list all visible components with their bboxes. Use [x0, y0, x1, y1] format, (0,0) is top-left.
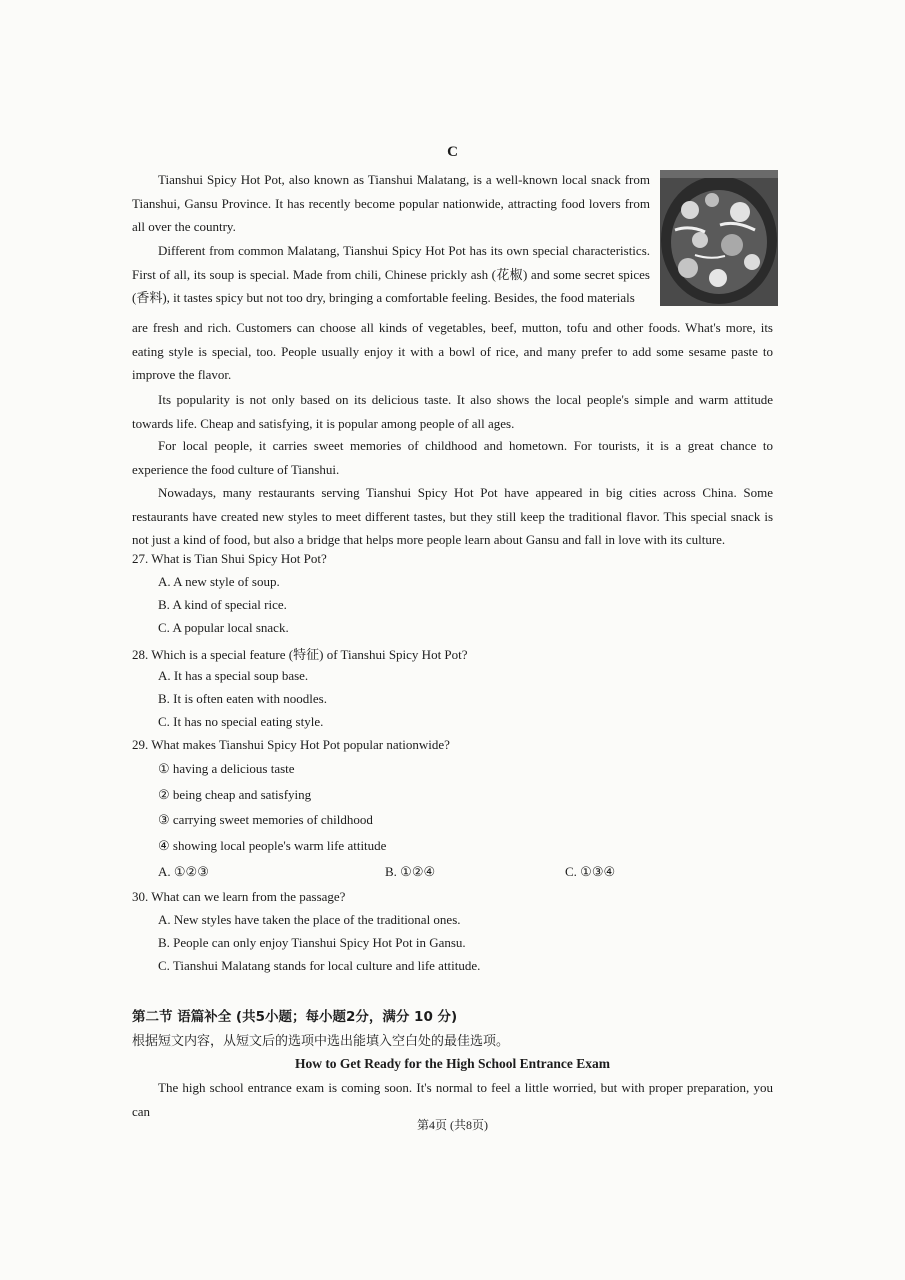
q29-option-a[interactable]: A. ①②③	[158, 864, 209, 879]
q28-option-a[interactable]: A. It has a special soup base.	[158, 668, 309, 683]
question-29-stem: 29. What makes Tianshui Spicy Hot Pot popular nationwide?	[132, 737, 450, 752]
passage-paragraph-3: Its popularity is not only based on its delicious taste. It also shows the local people's simple and warm attitude towards life. Cheap and satisfying, it is popular among people of all ages.	[132, 392, 773, 431]
q29-statement-3: ③ carrying sweet memories of childhood	[158, 812, 373, 827]
section-letter: C	[447, 144, 458, 160]
passage-paragraph-1: Tianshui Spicy Hot Pot, also known as Tianshui Malatang, is a well-known local snack from Tianshui, Gansu Province. It has recently become popular nationwide, attracting food lovers from all over the country.	[132, 172, 650, 234]
passage-paragraph-2: Different from common Malatang, Tianshui Spicy Hot Pot has its own special characteristics. First of all, its soup is special. Made from chili, Chinese prickly ash (花椒) and some secret spices (香料), it tastes spicy but not too dry, bringing a comfortable feeling. Besides, the food materials	[132, 243, 650, 305]
section-2-instruction: 根据短文内容，从短文后的选项中选出能填入空白处的最佳选项。	[132, 1034, 510, 1049]
question-27-stem: 27. What is Tian Shui Spicy Hot Pot?	[132, 551, 327, 566]
q30-option-a[interactable]: A. New styles have taken the place of the traditional ones.	[158, 912, 461, 927]
question-28-stem: 28. Which is a special feature (特征) of Tianshui Spicy Hot Pot?	[132, 647, 468, 662]
q29-statement-4: ④ showing local people's warm life attitude	[158, 838, 387, 853]
q29-option-c[interactable]: C. ①③④	[565, 864, 616, 879]
q29-option-b[interactable]: B. ①②④	[385, 864, 436, 879]
hot-pot-illustration	[660, 170, 778, 306]
passage-paragraph-5: Nowadays, many restaurants serving Tianshui Spicy Hot Pot have appeared in big cities across China. Some restaurants have created new styles to meet different tastes, but they still keep the traditional flavor. This special snack is not just a kind of food, but also a bridge that helps more people learn about Gansu and fall in love with its culture.	[132, 485, 773, 547]
passage-paragraph-2-cont: are fresh and rich. Customers can choose all kinds of vegetables, beef, mutton, tofu and other foods. What's more, its eating style is special, too. People usually enjoy it with a bowl of rice, and many prefer to add some sesame paste to improve the flavor.	[132, 320, 773, 382]
q30-option-b[interactable]: B. People can only enjoy Tianshui Spicy Hot Pot in Gansu.	[158, 935, 466, 950]
section-2-heading: 第二节 语篇补全 (共5小题；每小题2分，满分 10 分)	[132, 1009, 458, 1025]
q28-option-b[interactable]: B. It is often eaten with noodles.	[158, 691, 327, 706]
q27-option-c[interactable]: C. A popular local snack.	[158, 620, 289, 635]
q27-option-a[interactable]: A. A new style of soup.	[158, 574, 280, 589]
hot-pot-photo	[660, 170, 778, 306]
q30-option-c[interactable]: C. Tianshui Malatang stands for local culture and life attitude.	[158, 958, 481, 973]
passage-title: How to Get Ready for the High School Entrance Exam	[294, 1056, 611, 1071]
page-footer: 第4页 (共8页)	[417, 1118, 488, 1132]
q28-option-c[interactable]: C. It has no special eating style.	[158, 714, 324, 729]
question-30-stem: 30. What can we learn from the passage?	[132, 889, 346, 904]
q27-option-b[interactable]: B. A kind of special rice.	[158, 597, 287, 612]
q29-statement-2: ② being cheap and satisfying	[158, 787, 312, 802]
q29-statement-1: ① having a delicious taste	[158, 761, 295, 776]
section-2-intro: The high school entrance exam is coming soon. It's normal to feel a little worried, but with proper preparation, you can	[132, 1080, 773, 1119]
passage-paragraph-4: For local people, it carries sweet memories of childhood and hometown. For tourists, it is a great chance to experience the food culture of Tianshui.	[132, 438, 773, 477]
